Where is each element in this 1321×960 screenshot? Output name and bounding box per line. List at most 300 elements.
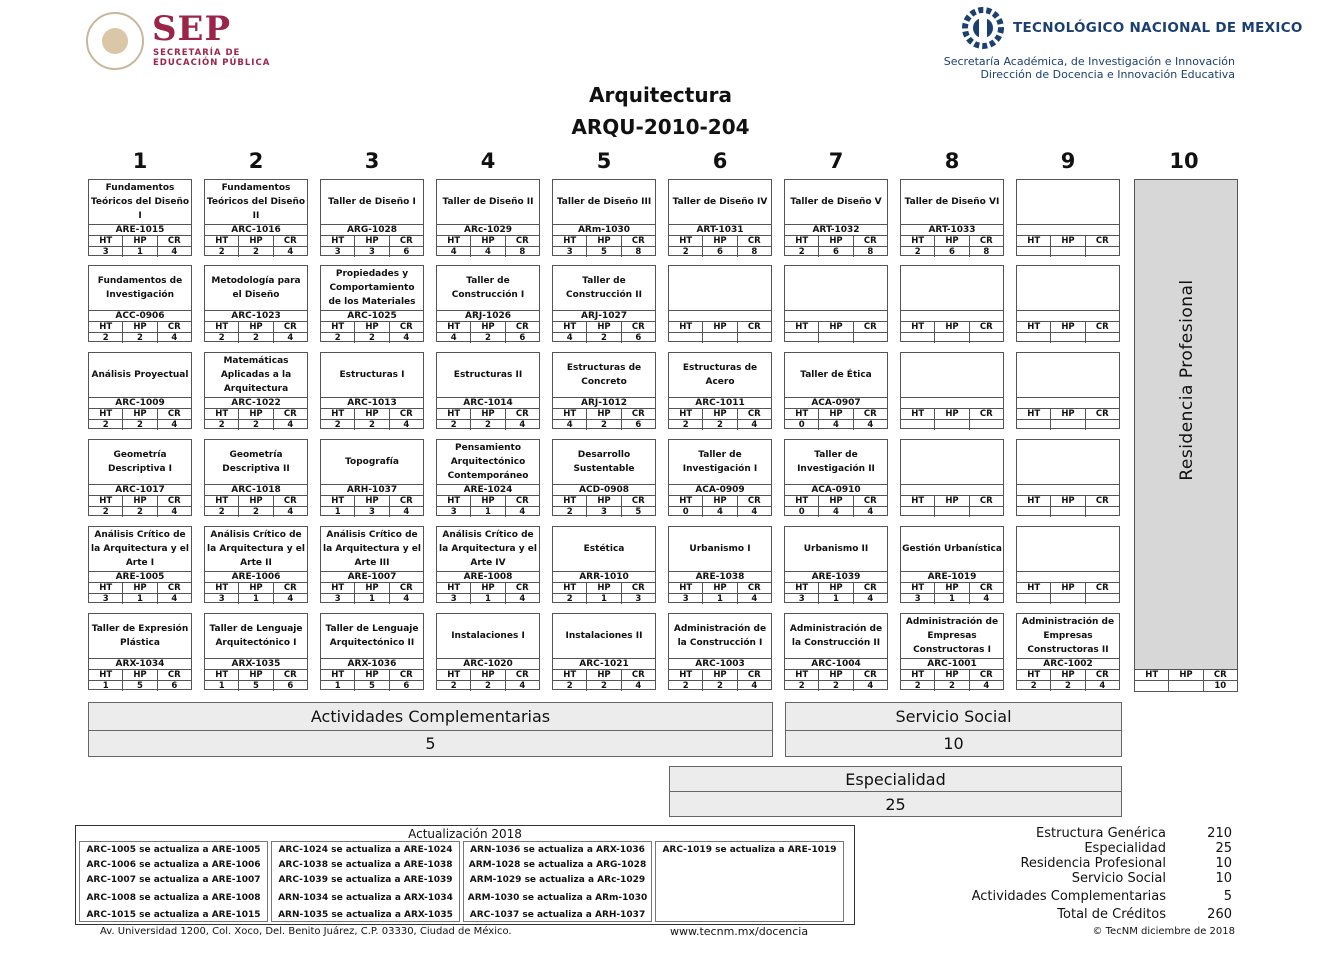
hp-value: [935, 420, 969, 430]
ht-value: 2: [205, 507, 239, 517]
hp-header: HP: [1051, 322, 1085, 332]
updates-column: [79, 841, 268, 922]
ht-value: 1: [321, 681, 355, 691]
box-title: Actividades Complementarias: [89, 703, 772, 731]
ht-header: HT: [669, 236, 703, 246]
cr-header: CR: [167, 236, 181, 246]
updates-2018-box: [75, 825, 855, 925]
hp-header: HP: [239, 322, 273, 332]
footer-copyright: © TecNM diciembre de 2018: [1092, 926, 1235, 937]
course-code: ARE-1024: [437, 484, 539, 496]
hp-value: 2: [587, 420, 621, 430]
cr-header: CR: [979, 670, 993, 680]
course-code: ACC-0906: [89, 310, 191, 322]
ht-value: 3: [901, 594, 935, 604]
course-code: ARC-1017: [89, 484, 191, 496]
cr-header: CR: [1095, 496, 1109, 506]
ht-header: HT: [669, 496, 703, 506]
footer-website: www.tecnm.mx/docencia: [670, 925, 809, 938]
total-label: Actividades Complementarias: [971, 889, 1166, 904]
hp-header: HP: [239, 236, 273, 246]
update-item: ARN-1035 se actualiza a ARX-1035: [278, 910, 453, 920]
ht-header: HT: [321, 496, 355, 506]
cr-value: 8: [867, 247, 874, 257]
course-name: Fundamentos Teóricos del Diseño II: [206, 183, 306, 221]
hp-value: 6: [935, 247, 969, 257]
ht-value: 3: [321, 594, 355, 604]
update-item: ARM-1029 se actualiza a ARc-1029: [469, 875, 646, 885]
cr-value: 4: [403, 507, 410, 517]
ht-value: 3: [785, 594, 819, 604]
ht-value: 4: [437, 333, 471, 343]
ht-header: HT: [89, 236, 123, 246]
hp-value: [1051, 247, 1085, 257]
course-name: Topografía: [345, 457, 399, 467]
course-name: Propiedades y Comportamiento de los Materiales: [328, 269, 416, 307]
course-card: [436, 526, 540, 603]
hp-value: 2: [1051, 681, 1085, 691]
hp-header: HP: [355, 236, 389, 246]
hp-value: 4: [703, 507, 737, 517]
ht-header: HT: [553, 409, 587, 419]
course-card: [204, 613, 308, 690]
course-card: [204, 526, 308, 603]
ht-value: [901, 420, 935, 430]
ht-value: 2: [785, 247, 819, 257]
course-code: ARC-1025: [321, 310, 423, 322]
cr-header: CR: [515, 322, 529, 332]
ht-header: HT: [321, 322, 355, 332]
update-item: ARM-1030 se actualiza a ARm-1030: [467, 893, 648, 903]
actividades-complementarias-box: [88, 702, 773, 757]
hp-header: HP: [703, 409, 737, 419]
course-code: ARC-1021: [553, 658, 655, 670]
hp-value: 4: [471, 247, 505, 257]
course-name: Estética: [583, 544, 625, 554]
course-name: Estructuras de Concreto: [566, 363, 642, 387]
hp-value: 5: [355, 681, 389, 691]
cr-value: 5: [635, 507, 642, 517]
cr-value: 6: [287, 681, 294, 691]
ht-header: HT: [89, 409, 123, 419]
course-code: ACA-0910: [785, 484, 887, 496]
ht-value: 3: [205, 594, 239, 604]
cr-header: CR: [747, 409, 761, 419]
semester-number: 2: [248, 149, 264, 173]
hp-value: [935, 507, 969, 517]
tecnm-subtitle-2: Dirección de Docencia e Innovación Educativa: [980, 68, 1235, 81]
box-title: Servicio Social: [786, 703, 1121, 731]
cr-header: CR: [283, 496, 297, 506]
course-name: Taller de Diseño III: [556, 197, 652, 207]
course-card: [1016, 613, 1120, 690]
course-card: [668, 352, 772, 429]
hp-header: HP: [123, 583, 157, 593]
cr-header: CR: [747, 322, 761, 332]
ht-header: HT: [901, 322, 935, 332]
ht-value: 2: [89, 333, 123, 343]
cr-value: 8: [751, 247, 758, 257]
course-code: ARC-1002: [1017, 658, 1119, 670]
hp-value: 2: [123, 420, 157, 430]
hp-value: [1051, 594, 1085, 604]
hp-value: 2: [935, 681, 969, 691]
hp-header: HP: [935, 236, 969, 246]
total-label: Servicio Social: [1071, 871, 1166, 886]
course-card: [320, 613, 424, 690]
hp-header: HP: [355, 496, 389, 506]
ht-value: 3: [89, 594, 123, 604]
cr-value: 4: [171, 420, 178, 430]
course-card: [552, 179, 656, 256]
ht-value: 1: [205, 681, 239, 691]
ht-value: 2: [553, 594, 587, 604]
empty-course-card: [900, 352, 1004, 429]
cr-header: CR: [283, 236, 297, 246]
cr-value: 6: [403, 247, 410, 257]
ht-value: 4: [553, 420, 587, 430]
cr-header: CR: [399, 496, 413, 506]
course-code: ARE-1015: [89, 224, 191, 236]
semester-number: 7: [828, 149, 844, 173]
hp-header: HP: [703, 236, 737, 246]
plan-code: ARQU-2010-204: [571, 115, 750, 139]
cr-header: CR: [979, 409, 993, 419]
course-card: [320, 179, 424, 256]
hp-value: 2: [239, 333, 273, 343]
course-name: Análisis Crítico de la Arquitectura y el Arte III: [323, 530, 421, 568]
cr-header: CR: [863, 236, 877, 246]
hp-header: HP: [935, 670, 969, 680]
empty-course-card: [1016, 179, 1120, 256]
hp-value: 1: [239, 594, 273, 604]
ht-header: HT: [901, 236, 935, 246]
tecnm-subtitle-1: Secretaría Académica, de Investigación e Innovación: [943, 55, 1235, 68]
ht-value: 3: [89, 247, 123, 257]
ht-header: HT: [321, 583, 355, 593]
cr-header: CR: [399, 583, 413, 593]
hp-value: 2: [239, 420, 273, 430]
sep-logo-text: SEP: [152, 9, 232, 49]
hp-value: 4: [819, 507, 853, 517]
update-item: ARN-1036 se actualiza a ARX-1036: [470, 845, 645, 855]
hp-header: HP: [239, 409, 273, 419]
ht-header: HT: [437, 409, 471, 419]
ht-value: [1017, 247, 1051, 257]
cr-value: 4: [171, 507, 178, 517]
hp-header: HP: [471, 409, 505, 419]
ht-header: HT: [89, 322, 123, 332]
course-code: ARH-1037: [321, 484, 423, 496]
ht-header: HT: [553, 583, 587, 593]
hp-value: 2: [471, 333, 505, 343]
semester-number: 5: [596, 149, 612, 173]
cr-value: 4: [287, 247, 294, 257]
ht-value: 0: [785, 420, 819, 430]
ht-value: 3: [437, 594, 471, 604]
cr-header: CR: [863, 496, 877, 506]
ht-header: HT: [1017, 236, 1051, 246]
updates-title: Actualización 2018: [408, 827, 522, 841]
hp-value: 1: [471, 507, 505, 517]
course-name: Análisis Crítico de la Arquitectura y el Arte I: [91, 530, 189, 568]
course-name: [901, 353, 1003, 397]
course-code: ARC-1014: [437, 397, 539, 409]
course-name: Instalaciones I: [451, 631, 525, 641]
course-code: ARC-1004: [785, 658, 887, 670]
hp-value: 2: [355, 333, 389, 343]
course-code: ARE-1006: [205, 571, 307, 583]
cr-header: CR: [515, 670, 529, 680]
course-name: Urbanismo I: [689, 544, 751, 554]
course-name: Metodología para el Diseño: [211, 276, 301, 300]
ht-header: HT: [553, 322, 587, 332]
cr-header: CR: [283, 409, 297, 419]
hp-header: HP: [1169, 670, 1203, 680]
cr-header: CR: [399, 409, 413, 419]
cr-value: 4: [751, 681, 758, 691]
cr-value: 4: [403, 333, 410, 343]
course-name: Taller de Diseño I: [328, 197, 416, 207]
cr-header: CR: [167, 322, 181, 332]
hp-value: 2: [703, 420, 737, 430]
hp-value: 2: [355, 420, 389, 430]
sep-subtitle: SECRETARÍA DE EDUCACIÓN PÚBLICA: [153, 48, 271, 68]
course-name: [1017, 266, 1119, 310]
hp-value: 2: [123, 333, 157, 343]
course-card: [320, 439, 424, 516]
course-code: ARR-1010: [553, 571, 655, 583]
ht-header: HT: [437, 496, 471, 506]
semester-number: 6: [712, 149, 728, 173]
hp-header: HP: [587, 670, 621, 680]
cr-value: [970, 333, 1003, 343]
cr-header: CR: [747, 236, 761, 246]
course-code: ARJ-1012: [553, 397, 655, 409]
hp-value: 5: [587, 247, 621, 257]
course-code: ARX-1036: [321, 658, 423, 670]
ht-header: HT: [785, 322, 819, 332]
ht-header: HT: [669, 322, 703, 332]
hp-header: HP: [123, 496, 157, 506]
total-label: Total de Créditos: [1057, 907, 1166, 922]
hp-header: HP: [935, 322, 969, 332]
hp-header: HP: [819, 322, 853, 332]
cr-value: 4: [287, 594, 294, 604]
ht-value: 1: [321, 507, 355, 517]
course-name: Matemáticas Aplicadas a la Arquitectura: [220, 356, 292, 394]
ht-value: 2: [205, 247, 239, 257]
total-label: Residencia Profesional: [1020, 856, 1166, 871]
cr-value: 4: [751, 594, 758, 604]
cr-header: CR: [1213, 670, 1227, 680]
course-name: Análisis Proyectual: [91, 370, 189, 380]
hp-header: HP: [123, 670, 157, 680]
hp-header: HP: [935, 583, 969, 593]
course-card: [668, 613, 772, 690]
course-name: Geometría Descriptiva II: [222, 450, 290, 474]
hp-value: 1: [355, 594, 389, 604]
hp-header: HP: [1051, 236, 1085, 246]
course-card: [900, 179, 1004, 256]
course-card: [552, 352, 656, 429]
course-card: [552, 526, 656, 603]
ht-header: HT: [321, 236, 355, 246]
ht-header: HT: [1017, 583, 1051, 593]
ht-header: HT: [785, 409, 819, 419]
update-item: ARC-1006 se actualiza a ARE-1006: [86, 860, 261, 870]
course-name: [901, 266, 1003, 310]
course-name: Administración de Empresas Constructoras II: [1021, 617, 1115, 655]
course-code: ARm-1030: [553, 224, 655, 236]
course-card: [668, 439, 772, 516]
update-item: ARM-1028 se actualiza a ARG-1028: [468, 860, 647, 870]
course-card: [552, 439, 656, 516]
ht-value: 3: [437, 507, 471, 517]
cr-value: 6: [635, 420, 642, 430]
cr-header: CR: [979, 236, 993, 246]
ht-header: HT: [553, 670, 587, 680]
course-name: Instalaciones II: [565, 631, 643, 641]
course-name: Urbanismo II: [803, 544, 869, 554]
cr-value: 4: [867, 420, 874, 430]
course-name: [785, 266, 887, 310]
hp-value: 2: [239, 247, 273, 257]
course-name: Taller de Diseño V: [790, 197, 882, 207]
hp-header: HP: [1051, 670, 1085, 680]
total-value: 10: [1215, 871, 1232, 886]
cr-header: CR: [863, 670, 877, 680]
cr-header: CR: [399, 670, 413, 680]
hp-header: HP: [587, 496, 621, 506]
cr-header: CR: [979, 583, 993, 593]
ht-header: HT: [669, 670, 703, 680]
hp-value: 3: [355, 507, 389, 517]
course-code: ARX-1034: [89, 658, 191, 670]
cr-value: 10: [1214, 681, 1227, 691]
ht-header: HT: [205, 670, 239, 680]
ht-value: 2: [901, 247, 935, 257]
course-code: ARE-1039: [785, 571, 887, 583]
footer-address: Av. Universidad 1200, Col. Xoco, Del. Benito Juárez, C.P. 03330, Ciudad de México.: [100, 926, 512, 937]
hp-header: HP: [819, 583, 853, 593]
ht-header: HT: [785, 496, 819, 506]
cr-value: 4: [983, 594, 990, 604]
course-code: ARC-1020: [437, 658, 539, 670]
ht-header: HT: [901, 670, 935, 680]
hp-value: 2: [123, 507, 157, 517]
ht-value: 3: [669, 594, 703, 604]
cr-value: 4: [867, 681, 874, 691]
hp-value: [703, 333, 737, 343]
course-name: Estructuras de Acero: [682, 363, 758, 387]
ht-value: 0: [785, 507, 819, 517]
course-name: [1017, 353, 1119, 397]
ht-header: HT: [1017, 670, 1051, 680]
cr-header: CR: [515, 409, 529, 419]
residencia-hours-table: [1135, 669, 1237, 691]
cr-value: 8: [983, 247, 990, 257]
empty-course-card: [1016, 352, 1120, 429]
course-code: ARC-1022: [205, 397, 307, 409]
course-name: Taller de Construcción II: [566, 276, 642, 300]
hp-header: HP: [123, 409, 157, 419]
hp-value: 2: [239, 507, 273, 517]
course-code: ARC-1003: [669, 658, 771, 670]
update-item: ARC-1038 se actualiza a ARE-1038: [278, 860, 453, 870]
ht-value: [1017, 594, 1051, 604]
ht-header: HT: [205, 322, 239, 332]
updates-column: [463, 841, 652, 922]
cr-value: 4: [171, 333, 178, 343]
hp-value: 3: [587, 507, 621, 517]
cr-header: CR: [747, 496, 761, 506]
ht-value: 2: [437, 681, 471, 691]
box-value: 25: [885, 795, 906, 814]
course-name: Estructuras II: [453, 370, 523, 380]
hp-value: [819, 333, 853, 343]
course-name: Taller de Construcción I: [451, 276, 525, 300]
cr-value: [1086, 333, 1119, 343]
course-name: Taller de Diseño II: [442, 197, 534, 207]
ht-header: HT: [437, 236, 471, 246]
hp-header: HP: [471, 236, 505, 246]
hp-value: 1: [819, 594, 853, 604]
cr-header: CR: [283, 583, 297, 593]
empty-course-card: [1016, 265, 1120, 342]
course-card: [784, 179, 888, 256]
cr-header: CR: [283, 322, 297, 332]
hp-header: HP: [123, 322, 157, 332]
semester-number: 4: [480, 149, 496, 173]
hp-header: HP: [935, 496, 969, 506]
ht-value: [669, 333, 703, 343]
hp-header: HP: [587, 236, 621, 246]
ht-value: [1017, 333, 1051, 343]
course-card: [88, 439, 192, 516]
course-card: [436, 265, 540, 342]
hp-value: [1169, 681, 1203, 691]
course-code: ARC-1016: [205, 224, 307, 236]
ht-header: HT: [553, 496, 587, 506]
cr-value: 4: [287, 507, 294, 517]
hp-value: [1051, 333, 1085, 343]
ht-header: HT: [89, 670, 123, 680]
cr-value: [970, 507, 1003, 517]
cr-header: CR: [979, 322, 993, 332]
hp-header: HP: [935, 409, 969, 419]
updates-column: [271, 841, 460, 922]
total-value: 25: [1215, 841, 1232, 856]
hp-header: HP: [471, 322, 505, 332]
hp-header: HP: [1051, 409, 1085, 419]
cr-header: CR: [515, 583, 529, 593]
cr-value: 4: [751, 507, 758, 517]
semester-number: 3: [364, 149, 380, 173]
ht-header: HT: [785, 236, 819, 246]
update-item: ARC-1007 se actualiza a ARE-1007: [86, 875, 261, 885]
update-item: ARC-1005 se actualiza a ARE-1005: [86, 845, 261, 855]
hp-value: 1: [935, 594, 969, 604]
ht-value: 2: [785, 681, 819, 691]
semester-number: 10: [1169, 149, 1199, 173]
hp-value: [1051, 507, 1085, 517]
cr-header: CR: [863, 583, 877, 593]
ht-header: HT: [553, 236, 587, 246]
hp-value: 2: [703, 681, 737, 691]
course-name: [669, 266, 771, 310]
course-name: Administración de Empresas Constructoras I: [905, 617, 999, 655]
